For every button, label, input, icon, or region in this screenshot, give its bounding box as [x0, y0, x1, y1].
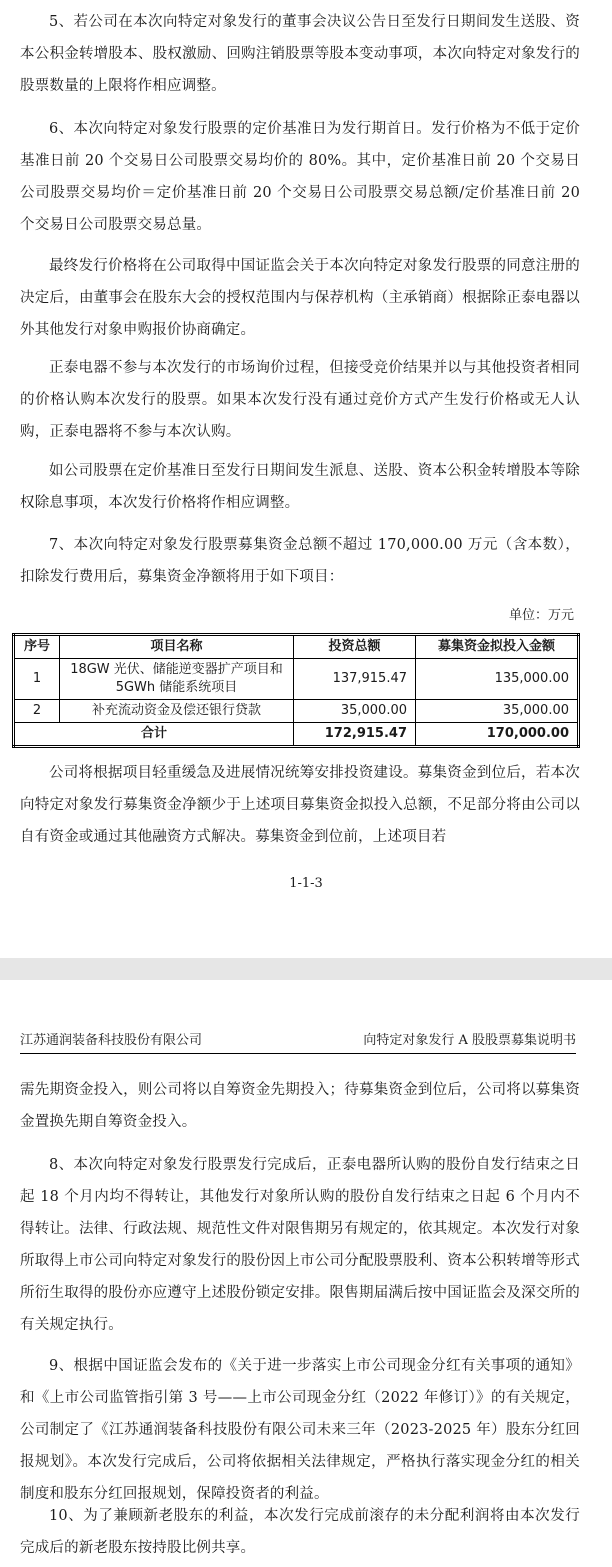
after-table-paragraph-block — [20, 757, 580, 853]
sum-label: 合计 — [14, 723, 294, 747]
row-2-no: 2 — [14, 700, 60, 723]
document-page-bottom — [0, 980, 612, 1567]
table-row — [14, 700, 579, 723]
row-1-name: 18GW 光伏、储能逆变器扩产项目和 5GWh 储能系统项目 — [60, 659, 294, 700]
running-header — [20, 1031, 576, 1054]
header-company-name: 江苏通润装备科技股份有限公司 — [20, 1033, 203, 1048]
row-2-name: 补充流动资金及偿还银行贷款 — [60, 700, 294, 723]
header-project-name: 项目名称 — [60, 635, 294, 659]
unit-label: 单位：万元 — [508, 608, 574, 623]
table-sum-row — [14, 723, 579, 747]
continuation-paragraph: 需先期资金投入，则公司将以自筹资金先期投入；待募集资金到位后，公司将以募集资金置换先期自筹资金投入。 — [20, 1082, 580, 1130]
row-2-total: 35,000.00 — [294, 700, 416, 723]
item-10-paragraph-block — [20, 1500, 580, 1564]
table-header-row — [14, 635, 579, 659]
item-6-paragraph: 6、本次向特定对象发行股票的定价基准日为发行期首日。发行价格为不低于定价基准日前 20 个交易日公司股票交易均价的 80%。其中，定价基准日前 20 个交易日公司股票交易均价＝定价基准日前 20 个交易日公司股票交易总额/定价基准日前 20 个交易日公司股票交易总量。 — [20, 121, 580, 233]
chint-paragraph-block — [20, 352, 580, 448]
chint-participation-paragraph: 正泰电器不参与本次发行的市场询价过程，但接受竞价结果并以与其他投资者相同的价格认购本次发行的股票。如果本次发行没有通过竞价方式产生发行价格或无人认购，正泰电器将不参与本次认购。 — [20, 360, 580, 440]
row-1-no: 1 — [14, 659, 60, 700]
row-2-raised: 35,000.00 — [416, 700, 579, 723]
continuation-paragraph-block — [20, 1074, 580, 1138]
page-separator — [0, 958, 612, 980]
header-raised-funds: 募集资金拟投入金额 — [416, 635, 579, 659]
item-7-paragraph-block — [20, 529, 580, 593]
sum-raised: 170,000.00 — [416, 723, 579, 747]
final-price-paragraph-block — [20, 250, 580, 346]
fund-use-table — [12, 633, 580, 748]
sum-total: 172,915.47 — [294, 723, 416, 747]
price-adjust-paragraph-block — [20, 455, 580, 519]
header-total-investment: 投资总额 — [294, 635, 416, 659]
item-7-paragraph: 7、本次向特定对象发行股票募集资金总额不超过 170,000.00 万元（含本数），扣除发行费用后，募集资金净额将用于如下项目： — [20, 537, 580, 585]
row-1-raised: 135,000.00 — [416, 659, 579, 700]
item-5-paragraph: 5、若公司在本次向特定对象发行的董事会决议公告日至发行日期间发生送股、资本公积金转增股本、股权激励、回购注销股票等股本变动事项，本次向特定对象发行的股票数量的上限将作相应调整。 — [20, 14, 580, 94]
item-5-paragraph-block — [20, 6, 580, 102]
final-price-paragraph: 最终发行价格将在公司取得中国证监会关于本次向特定对象发行股票的同意注册的决定后，由董事会在股东大会的授权范围内与保荐机构（主承销商）根据除正泰电器以外其他发行对象申购报价协商确定。 — [20, 258, 580, 338]
item-6-paragraph-block — [20, 113, 580, 241]
item-8-paragraph-block — [20, 1149, 580, 1341]
item-10-paragraph: 10、为了兼顾新老股东的利益，本次发行完成前滚存的未分配利润将由本次发行完成后的新老股东按持股比例共享。 — [20, 1508, 580, 1556]
page-number: 1-1-3 — [289, 876, 323, 891]
row-1-total: 137,915.47 — [294, 659, 416, 700]
header-document-title: 向特定对象发行 A 股股票募集说明书 — [363, 1033, 576, 1048]
header-no: 序号 — [14, 635, 60, 659]
item-9-paragraph: 9、根据中国证监会发布的《关于进一步落实上市公司现金分红有关事项的通知》和《上市公司监管指引第 3 号——上市公司现金分红（2022 年修订）》的有关规定，公司制定了《江苏通润装备科技股份有限公司未来三年（2023-2025 年）股东分红回报规划》。本次发行完成后，公司将依据相关法律规定，严格执行落实现金分红的相关制度和股东分红回报规划，保障投资者的利益。 — [20, 1358, 580, 1502]
item-8-paragraph: 8、本次向特定对象发行股票发行完成后，正泰电器所认购的股份自发行结束之日起 18 个月内均不得转让，其他发行对象所认购的股份自发行结束之日起 6 个月内不得转让。法律、行政法规、规范性文件对限售期另有规定的，依其规定。本次发行对象所取得上市公司向特定对象发行的股份因上市公司分配股票股利、资本公积转增等形式所衍生取得的股份亦应遵守上述股份锁定安排。限售期届满后按中国证监会及深交所的有关规定执行。 — [20, 1157, 580, 1333]
item-9-paragraph-block — [20, 1350, 580, 1510]
after-table-paragraph: 公司将根据项目轻重缓急及进展情况统筹安排投资建设。募集资金到位后，若本次向特定对象发行募集资金净额少于上述项目募集资金拟投入总额，不足部分将由公司以自有资金或通过其他融资方式解决。募集资金到位前，上述项目若 — [20, 765, 580, 845]
price-adjustment-paragraph: 如公司股票在定价基准日至发行日期间发生派息、送股、资本公积金转增股本等除权除息事项，本次发行价格将作相应调整。 — [20, 463, 580, 511]
table-row — [14, 659, 579, 700]
